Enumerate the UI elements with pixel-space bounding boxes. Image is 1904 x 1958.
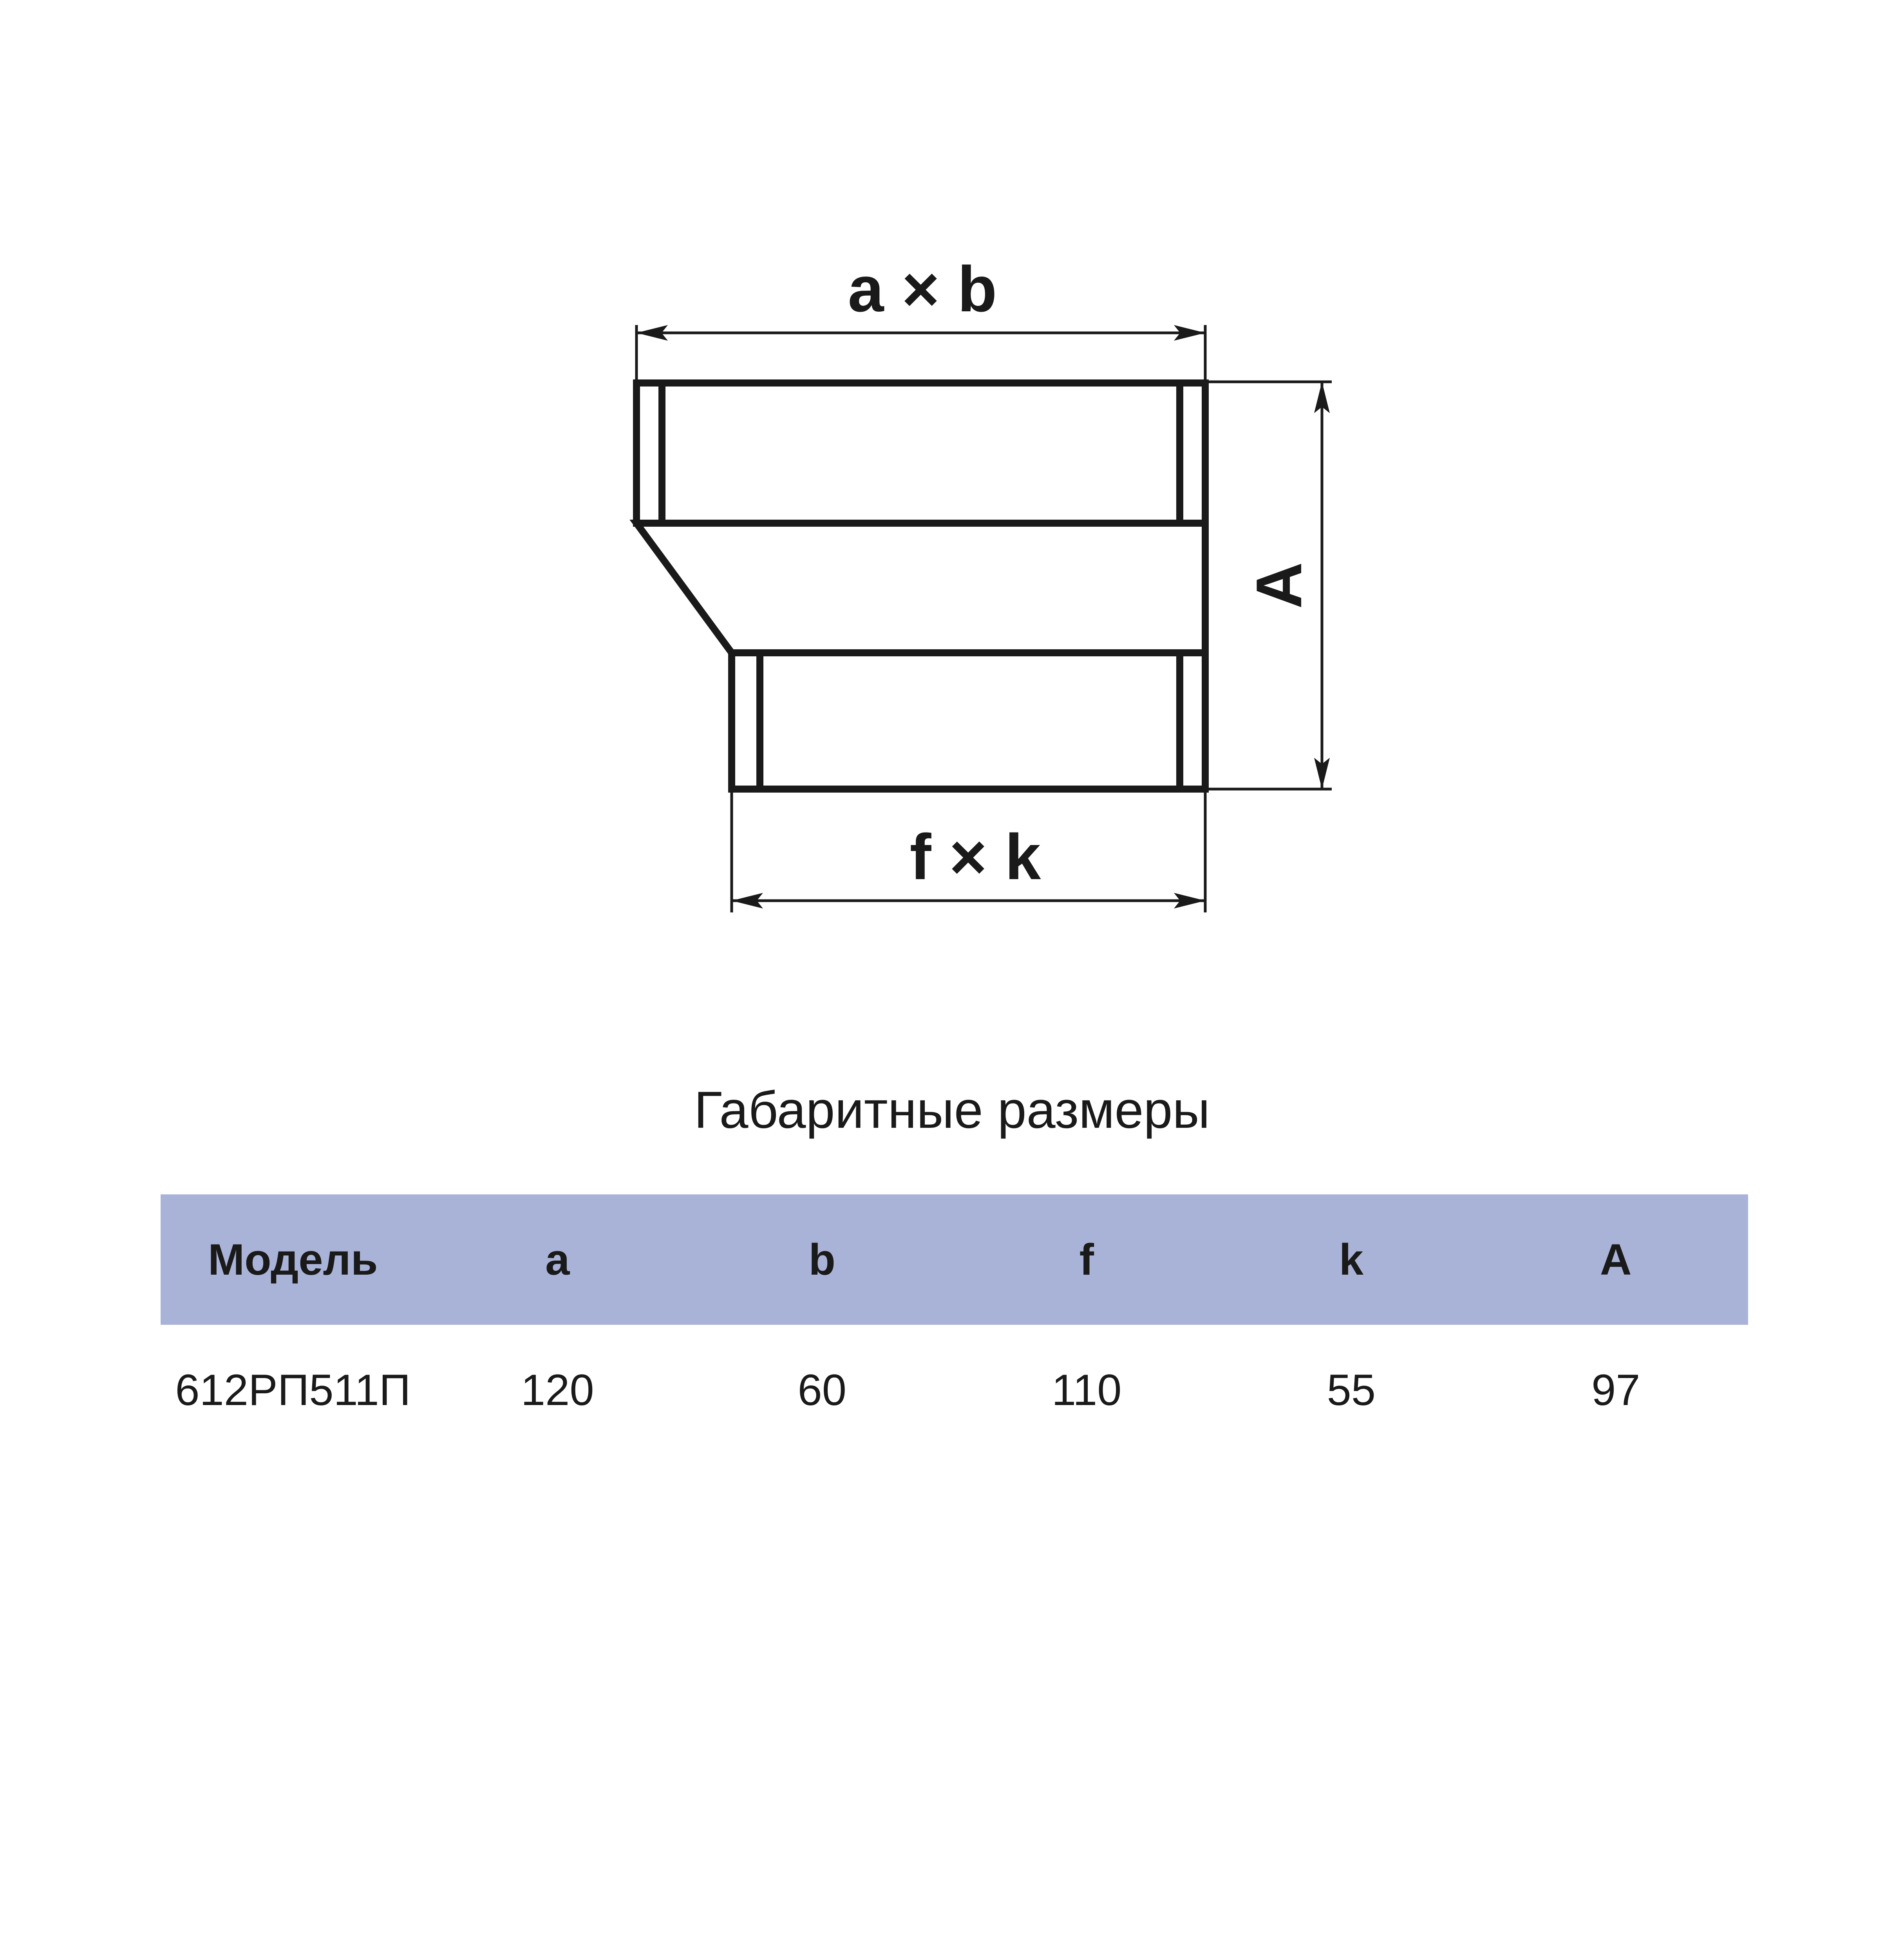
cell-model: 612РП511П bbox=[175, 1366, 411, 1414]
transition-section bbox=[636, 523, 1205, 653]
top-dimension-label: a × b bbox=[848, 253, 997, 325]
cell-k: 55 bbox=[1327, 1366, 1376, 1414]
height-dimension-label: A bbox=[1243, 562, 1315, 609]
cell-b: 60 bbox=[797, 1366, 847, 1414]
cell-A: 97 bbox=[1591, 1366, 1640, 1414]
bottom-dimension-label: f × k bbox=[910, 821, 1041, 893]
dimensions-table bbox=[161, 1194, 1748, 1455]
bottom-collar bbox=[732, 653, 1205, 789]
header-f: f bbox=[955, 1194, 1219, 1325]
header-A: A bbox=[1484, 1194, 1748, 1325]
table-row bbox=[161, 1325, 1748, 1455]
reducer-body bbox=[636, 383, 1205, 789]
section-title: Габаритные размеры bbox=[694, 1081, 1210, 1139]
cell-a: 120 bbox=[521, 1366, 594, 1414]
header-b: b bbox=[690, 1194, 955, 1325]
header-model: Модель bbox=[161, 1194, 425, 1325]
cell-f: 110 bbox=[1051, 1366, 1122, 1414]
header-a: a bbox=[425, 1194, 690, 1325]
top-collar bbox=[636, 383, 1205, 523]
table-header-row bbox=[161, 1194, 1748, 1325]
header-k: k bbox=[1219, 1194, 1484, 1325]
